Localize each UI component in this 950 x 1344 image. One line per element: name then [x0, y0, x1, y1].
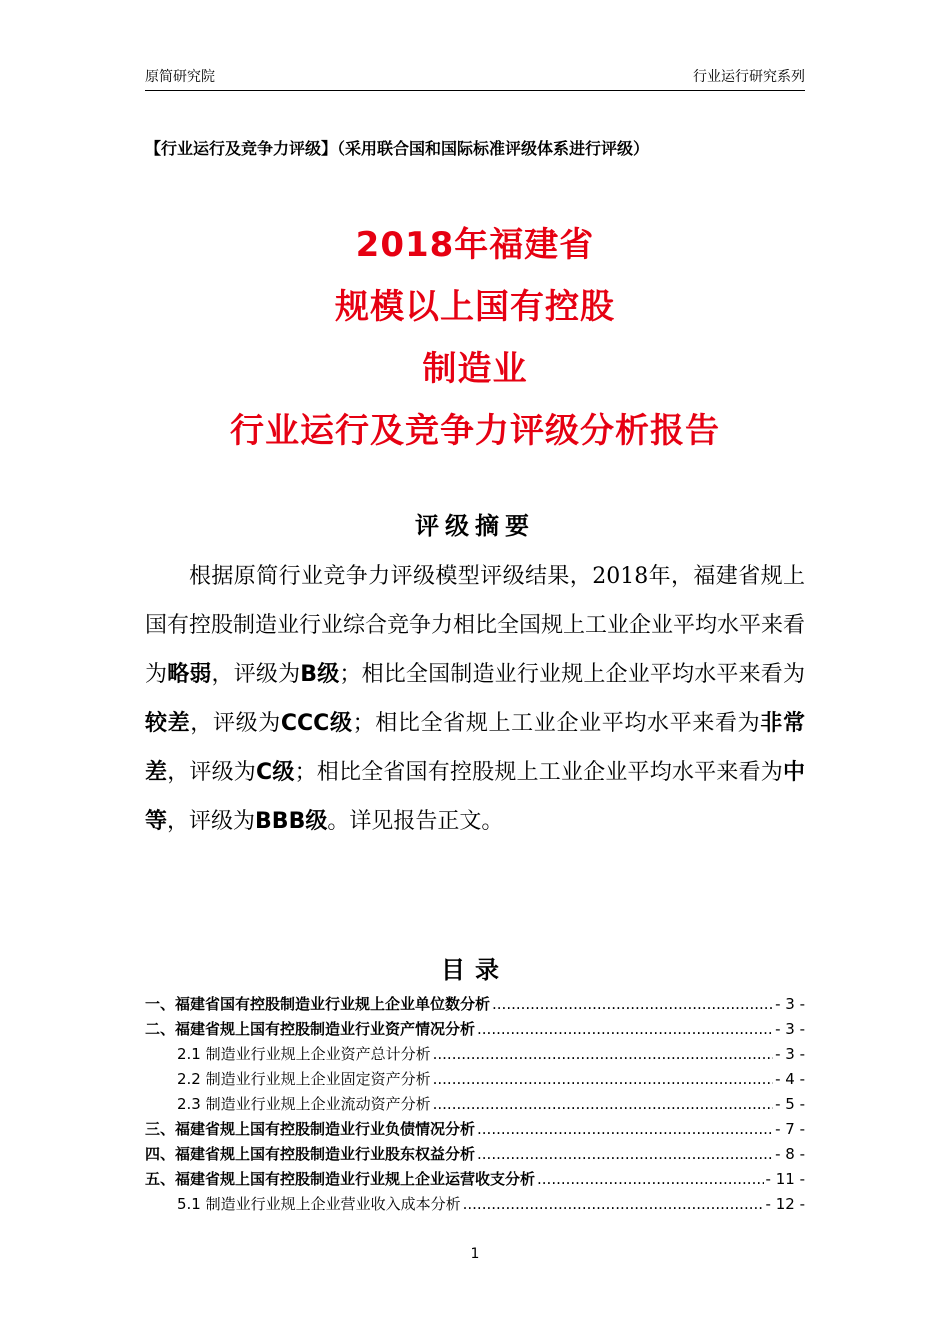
toc-entry-page: - 8 - [775, 1145, 805, 1163]
toc-entry-title: 五、福建省规上国有控股制造业行业规上企业运营收支分析 [145, 1170, 536, 1188]
toc-leader-dots [492, 992, 773, 1017]
toc-entry-title: 2.3 制造业行业规上企业流动资产分析 [177, 1095, 431, 1113]
toc-entry-page: - 3 - [775, 1045, 805, 1063]
page-number: 1 [470, 1246, 480, 1262]
title-line: 制造业 [422, 349, 528, 389]
toc-heading: 目录 [441, 956, 509, 984]
toc-entry-page: - 7 - [775, 1120, 805, 1138]
rating-tag: 【行业运行及竞争力评级】（采用联合国和国际标准评级体系进行评级） [145, 139, 650, 158]
toc-entry[interactable] [145, 1192, 805, 1217]
toc-leader-dots [433, 1042, 773, 1067]
summary-emphasis: C级 [256, 760, 295, 785]
toc-entry-title: 二、福建省规上国有控股制造业行业资产情况分析 [145, 1020, 476, 1038]
toc-entry-title: 三、福建省规上国有控股制造业行业负债情况分析 [145, 1120, 476, 1138]
toc-entry-page: - 3 - [775, 995, 805, 1013]
toc-entry[interactable] [145, 992, 805, 1017]
toc-entry[interactable] [145, 1167, 805, 1192]
toc-entry-title: 5.1 制造业行业规上企业营业收入成本分析 [177, 1195, 461, 1213]
title-line: 行业运行及竞争力评级分析报告 [230, 411, 720, 451]
toc-entry-title: 一、福建省国有控股制造业行业规上企业单位数分析 [145, 995, 491, 1013]
toc-entry-page: - 12 - [765, 1195, 805, 1213]
header-series: 行业运行研究系列 [693, 69, 805, 85]
toc-entry[interactable] [145, 1067, 805, 1092]
title-line: 规模以上国有控股 [335, 287, 615, 327]
toc-entry[interactable] [145, 1117, 805, 1142]
summary-text: ，评级为 [190, 711, 281, 736]
summary-heading: 评级摘要 [415, 512, 535, 540]
toc-entry-title: 四、福建省规上国有控股制造业行业股东权益分析 [145, 1145, 476, 1163]
toc-leader-dots [477, 1142, 773, 1167]
summary-paragraph [145, 552, 805, 846]
summary-emphasis: CCC级 [280, 711, 353, 736]
toc-entry-title: 2.2 制造业行业规上企业固定资产分析 [177, 1070, 431, 1088]
summary-text: ；相比全国制造业行业规上企业平均水平来看为 [339, 662, 805, 687]
summary-text: 根据原简行业竞争力评级模型评级结果，2018年，福建省规上国有控股制造业行业综合竞争力相比全国规上工业企业平均水平来看为 [145, 564, 806, 687]
summary-text: ，评级为 [167, 809, 256, 834]
summary-emphasis: 略弱 [167, 662, 212, 687]
toc-leader-dots [537, 1167, 764, 1192]
summary-text: ；相比全省国有控股规上工业企业平均水平来看为 [294, 760, 783, 785]
report-title [0, 214, 950, 462]
toc-entry-page: - 4 - [775, 1070, 805, 1088]
page-header [145, 62, 805, 91]
title-line: 2018年福建省 [355, 225, 595, 265]
toc-leader-dots [433, 1067, 773, 1092]
summary-text: ，评级为 [167, 760, 257, 785]
summary-text: 。详见报告正文。 [327, 809, 504, 834]
table-of-contents [145, 992, 805, 1217]
toc-entry[interactable] [145, 1142, 805, 1167]
toc-entry-page: - 11 - [765, 1170, 805, 1188]
header-org: 原简研究院 [145, 69, 215, 85]
summary-emphasis: 非常差 [145, 711, 805, 785]
toc-leader-dots [477, 1017, 773, 1042]
summary-emphasis: 较差 [145, 711, 191, 736]
toc-leader-dots [433, 1092, 773, 1117]
toc-entry[interactable] [145, 1042, 805, 1067]
summary-emphasis: 中等 [145, 760, 805, 834]
summary-emphasis: B级 [300, 662, 340, 687]
toc-entry[interactable] [145, 1092, 805, 1117]
toc-entry-page: - 3 - [775, 1020, 805, 1038]
toc-entry-title: 2.1 制造业行业规上企业资产总计分析 [177, 1045, 431, 1063]
toc-entry[interactable] [145, 1017, 805, 1042]
summary-emphasis: BBB级 [255, 809, 328, 834]
toc-leader-dots [477, 1117, 773, 1142]
summary-text: ，评级为 [211, 662, 301, 687]
toc-entry-page: - 5 - [775, 1095, 805, 1113]
toc-leader-dots [463, 1192, 764, 1217]
summary-text: ；相比全省规上工业企业平均水平来看为 [352, 711, 761, 736]
